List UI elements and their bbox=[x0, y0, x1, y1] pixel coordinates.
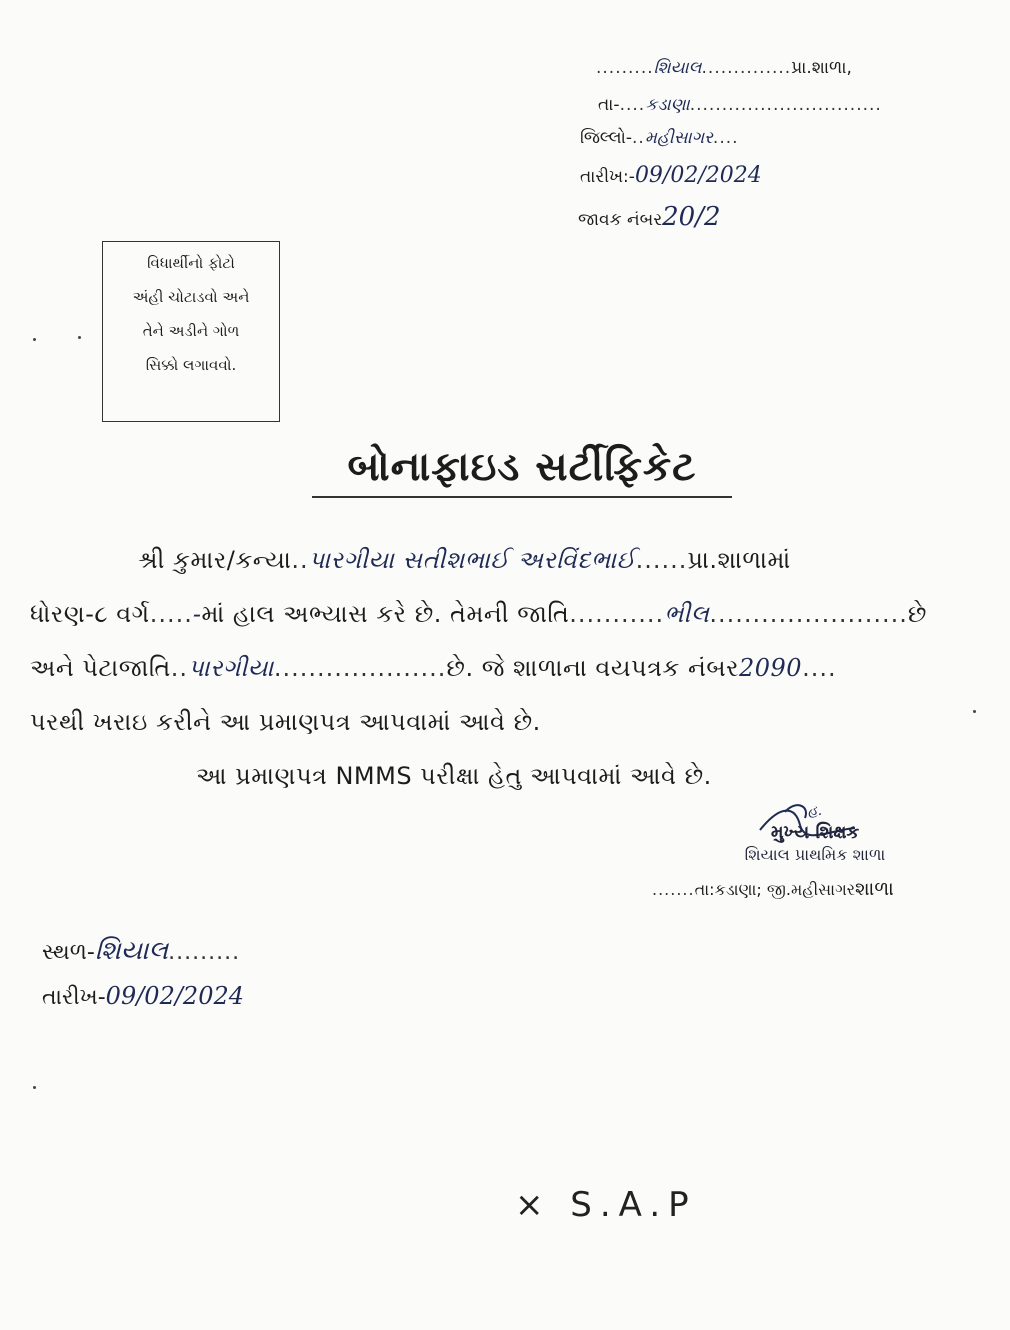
stamp-line-2: શિયાલ પ્રાથમિક શાળા bbox=[744, 845, 886, 864]
body-line-4: પરથી ખરાઇ કરીને આ પ્રમાણપત્ર આપવામાં આવે છે. bbox=[30, 708, 541, 736]
speck bbox=[973, 710, 976, 713]
class-value: - bbox=[192, 600, 202, 628]
certificate-title: બોનાફાઇડ સર્ટીફિકેટ bbox=[312, 444, 732, 498]
district-line: જિલ્લો-..મહીસાગર.... bbox=[580, 128, 739, 148]
outward-label: જાવક નંબર bbox=[578, 210, 663, 230]
place-line: સ્થળ-શિયાલ......... bbox=[42, 936, 241, 966]
place-value: શિયાલ bbox=[94, 936, 169, 966]
school-value: શિયાલ bbox=[653, 58, 702, 78]
district-value: મહીસાગર bbox=[644, 128, 713, 148]
handwritten-mark: × S.A.P bbox=[515, 1185, 697, 1225]
register-text: છે. જે શાળાના વયપત્રક નંબર bbox=[446, 654, 739, 682]
photo-box-line-2: અંહી ચોટાડવો અને bbox=[132, 288, 250, 306]
taluka-value: કડાણા bbox=[645, 95, 690, 115]
outward-value: 20/2 bbox=[662, 202, 721, 232]
body-line-2: ધોરણ-૮ વર્ગ.....-માં હાલ અભ્યાસ કરે છે. તેમની જાતિ...........ભીલ.......................છે bbox=[30, 600, 927, 628]
stamp-line-3: તા:કડાણા; જી.મહીસાગર bbox=[694, 880, 856, 899]
study-text: માં હાલ અભ્યાસ કરે છે. તેમની જાતિ bbox=[201, 600, 570, 628]
place-label: સ્થળ- bbox=[42, 940, 95, 965]
district-label: જિલ્લો- bbox=[580, 128, 633, 148]
stamp-line-1: મુખ્ય શિક્ષક bbox=[770, 822, 860, 843]
date-label: તારીખ:- bbox=[580, 167, 635, 187]
body-line-5: આ પ્રમાણપત્ર NMMS પરીક્ષા હેતુ આપવામાં આવે છે. bbox=[196, 762, 712, 790]
subcaste-value: પારગીયા bbox=[188, 654, 274, 682]
caste-suffix: છે bbox=[907, 600, 927, 628]
speck bbox=[78, 336, 81, 339]
school-suffix-body: પ્રા.શાળામાં bbox=[687, 546, 791, 574]
photo-box bbox=[102, 241, 280, 422]
body-line-3: અને પેટાજાતિ..પારગીયા....................છે. જે શાળાના વયપત્રક નંબર2090.... bbox=[30, 654, 837, 682]
body-line-1: શ્રી કુમાર/કન્યા..પારગીયા સતીશભાઈ અરવિંદભાઈ......પ્રા.શાળામાં bbox=[138, 546, 791, 574]
speck bbox=[33, 1086, 36, 1089]
taluka-line: તા-....કડાણા.............................. bbox=[598, 95, 882, 115]
photo-box-line-1: વિધાર્થીનો ફોટો bbox=[147, 254, 235, 272]
footer-date-line bbox=[42, 982, 244, 1010]
photo-box-line-3: તેને અડીને ગોળ bbox=[142, 322, 240, 340]
school-suffix: પ્રા.શાળા, bbox=[791, 58, 852, 78]
stamp-address-line: .......તા:કડાણા; જી.મહીસાગરશાળા bbox=[652, 878, 894, 900]
footer-date-label: તારીખ- bbox=[42, 985, 106, 1010]
taluka-label: તા- bbox=[598, 95, 620, 115]
footer-date-value: 09/02/2024 bbox=[105, 982, 244, 1010]
caste-value: ભીલ bbox=[664, 600, 710, 628]
headmaster-stamp bbox=[700, 800, 930, 866]
signature-text: હ. bbox=[807, 803, 823, 819]
stamp-suffix: શાળા bbox=[855, 878, 894, 900]
standard-prefix: ધોરણ-૮ વર્ગ bbox=[30, 600, 150, 628]
date-value: 09/02/2024 bbox=[634, 163, 762, 188]
student-prefix: શ્રી કુમાર/કન્યા bbox=[138, 546, 292, 574]
speck bbox=[33, 338, 36, 341]
school-line: .........શિયાલ..............પ્રા.શાળા, bbox=[596, 58, 852, 78]
student-name: પારગીયા સતીશભાઈ અરવિંદભાઈ bbox=[308, 546, 636, 574]
outward-line bbox=[578, 202, 721, 232]
register-number: 2090 bbox=[739, 654, 803, 682]
photo-box-line-4: સિક્કો લગાવવો. bbox=[145, 356, 237, 374]
date-line bbox=[580, 163, 762, 188]
subcaste-prefix: અને પેટાજાતિ bbox=[30, 654, 171, 682]
